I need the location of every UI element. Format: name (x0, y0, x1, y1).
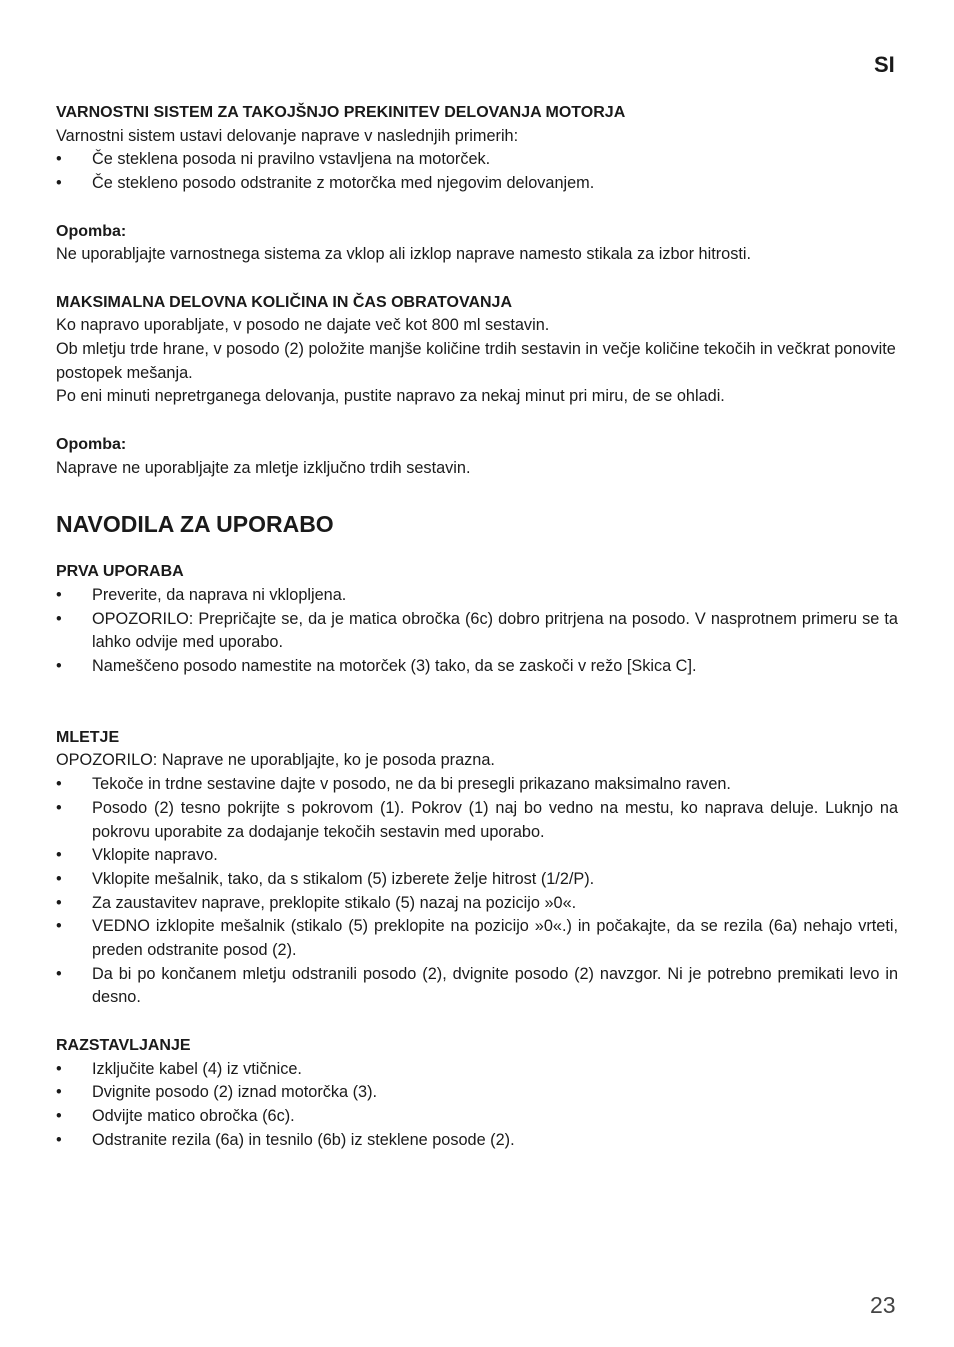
bullet-icon: • (56, 150, 62, 169)
section-heading-disassembly: RAZSTAVLJANJE (56, 1036, 191, 1054)
section-intro: Varnostni sistem ustavi delovanje naprave v naslednjih primerih: (56, 126, 519, 145)
section-heading-grinding: MLETJE (56, 728, 120, 746)
section-heading-max-capacity: MAKSIMALNA DELOVNA KOLIČINA IN ČAS OBRATOVANJA (56, 293, 512, 311)
bullet-list (56, 1058, 898, 1153)
list-item (56, 963, 898, 1010)
bullet-icon: • (56, 657, 62, 676)
list-item-text: Posodo (2) tesno pokrijte s pokrovom (1). Pokrov (1) naj bo vedno na mestu, ko naprava deluje. Luknjo na pokrovu uporabite za dodajanje tekočih sestavin med uporabo. (92, 798, 898, 841)
list-item (56, 148, 898, 172)
bullet-icon: • (56, 1083, 62, 1102)
list-item (56, 172, 898, 196)
list-item-text: OPOZORILO: Prepričajte se, da je matica obročka (6c) dobro pritrjena na posodo. V nasprotnem primeru se ta lahko odvije med uporabo. (92, 609, 898, 652)
list-item (56, 915, 898, 962)
list-item-text: Odstranite rezila (6a) in tesnilo (6b) iz steklene posode (2). (92, 1130, 515, 1149)
list-item (56, 655, 898, 679)
list-item-text: Odvijte matico obročka (6c). (92, 1106, 295, 1125)
bullet-icon: • (56, 775, 62, 794)
note-text: Naprave ne uporabljajte za mletje izključno trdih sestavin. (56, 458, 471, 477)
list-item-text: Dvignite posodo (2) iznad motorčka (3). (92, 1083, 378, 1102)
list-item-text: Izključite kabel (4) iz vtičnice. (92, 1059, 302, 1078)
warning-text: OPOZORILO: Naprave ne uporabljajte, ko je posoda prazna. (56, 751, 495, 770)
list-item (56, 844, 898, 868)
paragraph: Ob mletju trde hrane, v posodo (2) položite manjše količine trdih sestavin in večje količine tekočih in večkrat ponovite postopek mešanja. (56, 340, 896, 382)
list-item-text: Tekoče in trdne sestavine dajte v posodo, ne da bi presegli prikazano maksimalno raven. (92, 775, 731, 794)
list-item-text: Če stekleno posodo odstranite z motorčka med njegovim delovanjem. (92, 174, 595, 193)
section-heading-safety-system: VARNOSTNI SISTEM ZA TAKOJŠNJO PREKINITEV DELOVANJA MOTORJA (56, 104, 626, 121)
list-item (56, 1058, 898, 1082)
list-item-text: Preverite, da naprava ni vklopljena. (92, 585, 347, 604)
list-item (56, 584, 898, 608)
list-item-text: Da bi po končanem mletju odstranili posodo (2), dvignite posodo (2) navzgor. Ni je potrebno premikati levo in desno. (92, 964, 898, 1007)
page-number: 23 (870, 1292, 896, 1318)
list-item (56, 1081, 898, 1105)
bullet-icon: • (56, 917, 62, 936)
bullet-icon: • (56, 174, 62, 193)
bullet-icon: • (56, 585, 62, 604)
list-item-text: Za zaustavitev naprave, preklopite stikalo (5) nazaj na pozicijo »0«. (92, 893, 577, 912)
list-item (56, 892, 898, 916)
bullet-icon: • (56, 893, 62, 912)
list-item (56, 608, 898, 655)
list-item-text: Vklopite napravo. (92, 846, 218, 865)
list-item-text: Če steklena posoda ni pravilno vstavljena na motorček. (92, 150, 491, 169)
list-item-text: VEDNO izklopite mešalnik (stikalo (5) preklopite na pozicijo »0«.) in počakajte, da se rezila (6a) nehajo vrteti, preden odstranite posod (2). (92, 917, 898, 960)
section-heading-first-use: PRVA UPORABA (56, 563, 184, 581)
list-item (56, 1105, 898, 1129)
note-label: Opomba: (56, 222, 127, 240)
list-item (56, 797, 898, 844)
bullet-icon: • (56, 964, 62, 983)
bullet-icon: • (56, 1130, 62, 1149)
bullet-icon: • (56, 846, 62, 865)
note-text: Ne uporabljajte varnostnega sistema za vklop ali izklop naprave namesto stikala za izbor hitrosti. (56, 245, 752, 264)
bullet-list (56, 584, 898, 679)
bullet-icon: • (56, 609, 62, 628)
note-label: Opomba: (56, 435, 127, 453)
list-item (56, 868, 898, 892)
page-content (56, 101, 898, 1152)
list-item (56, 1129, 898, 1153)
list-item (56, 773, 898, 797)
bullet-icon: • (56, 869, 62, 888)
language-code: SI (874, 52, 895, 77)
main-title: NAVODILA ZA UPORABO (56, 511, 334, 538)
list-item-text: Vklopite mešalnik, tako, da s stikalom (5) izberete želje hitrost (1/2/P). (92, 869, 595, 888)
bullet-list (56, 148, 898, 195)
bullet-icon: • (56, 1059, 62, 1078)
paragraph: Ko napravo uporabljate, v posodo ne dajate več kot 800 ml sestavin. (56, 316, 550, 335)
bullet-icon: • (56, 798, 62, 817)
paragraph: Po eni minuti nepretrganega delovanja, pustite napravo za nekaj minut pri miru, de se ohladi. (56, 387, 725, 406)
list-item-text: Nameščeno posodo namestite na motorček (3) tako, da se zaskoči v režo [Skica C]. (92, 657, 697, 676)
bullet-list (56, 773, 898, 1010)
bullet-icon: • (56, 1106, 62, 1125)
